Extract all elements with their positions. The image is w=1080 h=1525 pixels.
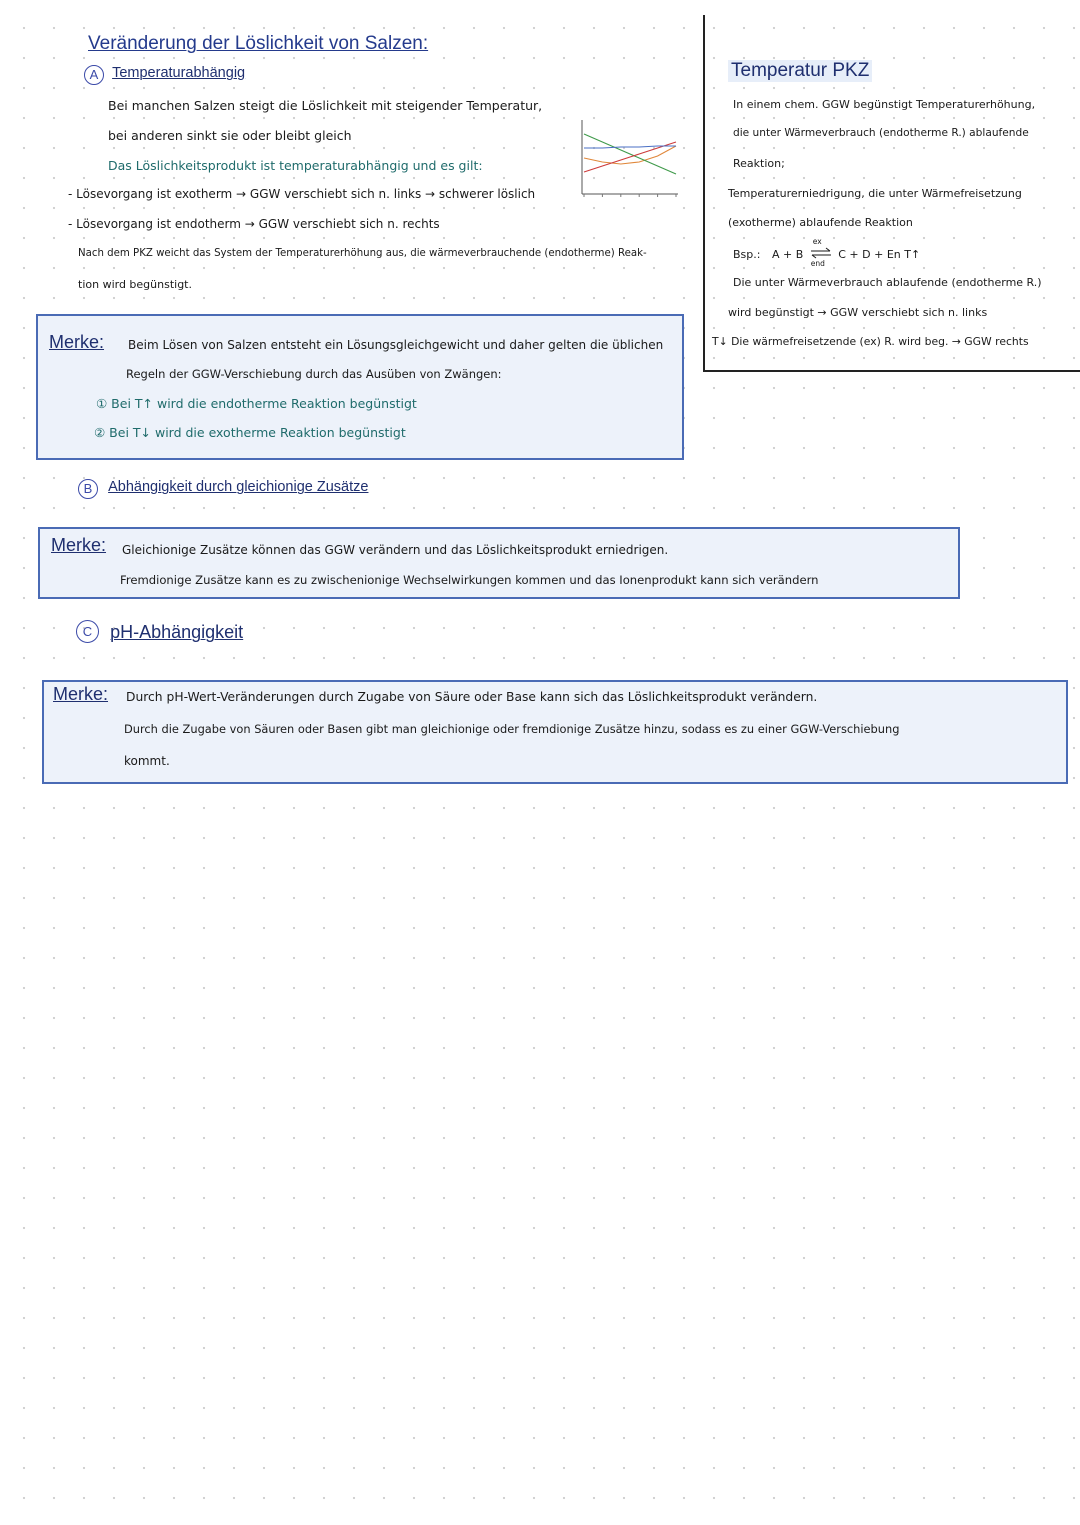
merke-label: Merke: [49,332,105,352]
merke-box-ph [42,680,1068,784]
pkz-line-2: die unter Wärmeverbrauch (endotherme R.) ablaufende [733,127,1029,139]
merke-2-line-1: Gleichionige Zusätze können das GGW verändern und das Löslichkeitsprodukt erniedrigen. [122,543,669,557]
pkz-heading: Temperatur PKZ [728,60,872,82]
merke-1-item-2: ② Bei T↓ wird die exotherme Reaktion begünstigt [94,425,406,440]
arrow-label-bottom: end [810,259,825,268]
merke-2-line-2: Fremdionige Zusätze kann es zu zwischenionige Wechselwirkungen kommen und das Ionenprodukt kann sich verändern [120,573,819,587]
series-line-orange [584,146,676,164]
section-a-line-4: - Lösevorgang ist exotherm → GGW verschiebt sich n. links → schwerer löslich [68,187,536,201]
solubility-chart [566,108,690,208]
section-a-marker: A [84,65,104,85]
pkz-after-1: Die unter Wärmeverbrauch ablaufende (endotherme R.) [733,276,1042,289]
merke-3-line-2: Durch die Zugabe von Säuren oder Basen gibt man gleichionige oder fremdionige Zusätze hinzu, sodass es zu einer GGW-Verschiebung [124,722,900,736]
pkz-example-prefix: Bsp.: [733,248,761,261]
arrow-label-top: ex [812,237,822,246]
merke-box-temperature [36,314,684,460]
section-a-line-5: - Lösevorgang ist endotherm → GGW verschiebt sich n. rechts [68,217,440,231]
page-title: Veränderung der Löslichkeit von Salzen: [88,33,429,54]
merke-box-ions [38,527,960,599]
merke-label: Merke: [51,535,107,555]
section-a-line-3: Das Löslichkeitsprodukt ist temperaturabhängig und es gilt: [108,158,483,173]
pkz-example-left: A + B [771,248,804,261]
pkz-line-4: Temperaturerniedrigung, die unter Wärmefreisetzung [728,187,1022,200]
merke-3-line-1: Durch pH-Wert-Veränderungen durch Zugabe von Säure oder Base kann sich das Löslichkeitsprodukt verändern. [126,690,818,704]
merke-1-line-2: Regeln der GGW-Verschiebung durch das Ausüben von Zwängen: [126,367,502,381]
section-a-line-7: tion wird begünstigt. [78,278,192,291]
section-c-marker: C [76,620,99,643]
pkz-example-right: C + D + En T↑ [838,248,921,261]
section-c-header [76,620,243,643]
pkz-example [733,237,921,268]
merke-3-line-3: kommt. [124,754,170,768]
section-b-marker: B [78,479,98,499]
pkz-line-3: Reaktion; [733,157,785,170]
merke-label: Merke: [53,684,109,704]
section-a-header [84,64,245,85]
equilibrium-arrow-icon [810,237,832,268]
equilibrium-arrow-glyph [810,246,832,260]
section-a-heading: Temperaturabhängig [112,65,246,81]
pkz-after-2: wird begünstigt → GGW verschiebt sich n. links [728,306,988,319]
merke-1-line-1: Beim Lösen von Salzen entsteht ein Lösungsgleichgewicht und daher gelten die üblichen [128,338,664,352]
pkz-line-5: (exotherme) ablaufende Reaktion [728,216,913,229]
pkz-after-3: T↓ Die wärmefreisetzende (ex) R. wird beg. → GGW rechts [712,335,1029,348]
section-a-line-2: bei anderen sinkt sie oder bleibt gleich [108,128,352,143]
section-b-header [78,478,368,499]
pkz-line-1: In einem chem. GGW begünstigt Temperaturerhöhung, [733,98,1036,111]
section-a-line-1: Bei manchen Salzen steigt die Löslichkeit mit steigender Temperatur, [108,98,543,113]
merke-1-item-1: ① Bei T↑ wird die endotherme Reaktion begünstigt [96,396,417,411]
section-a-line-6: Nach dem PKZ weicht das System der Temperaturerhöhung aus, die wärmeverbrauchende (endotherme) Reak- [78,248,647,259]
section-b-heading: Abhängigkeit durch gleichionige Zusätze [108,479,369,495]
section-c-heading: pH-Abhängigkeit [110,622,244,642]
